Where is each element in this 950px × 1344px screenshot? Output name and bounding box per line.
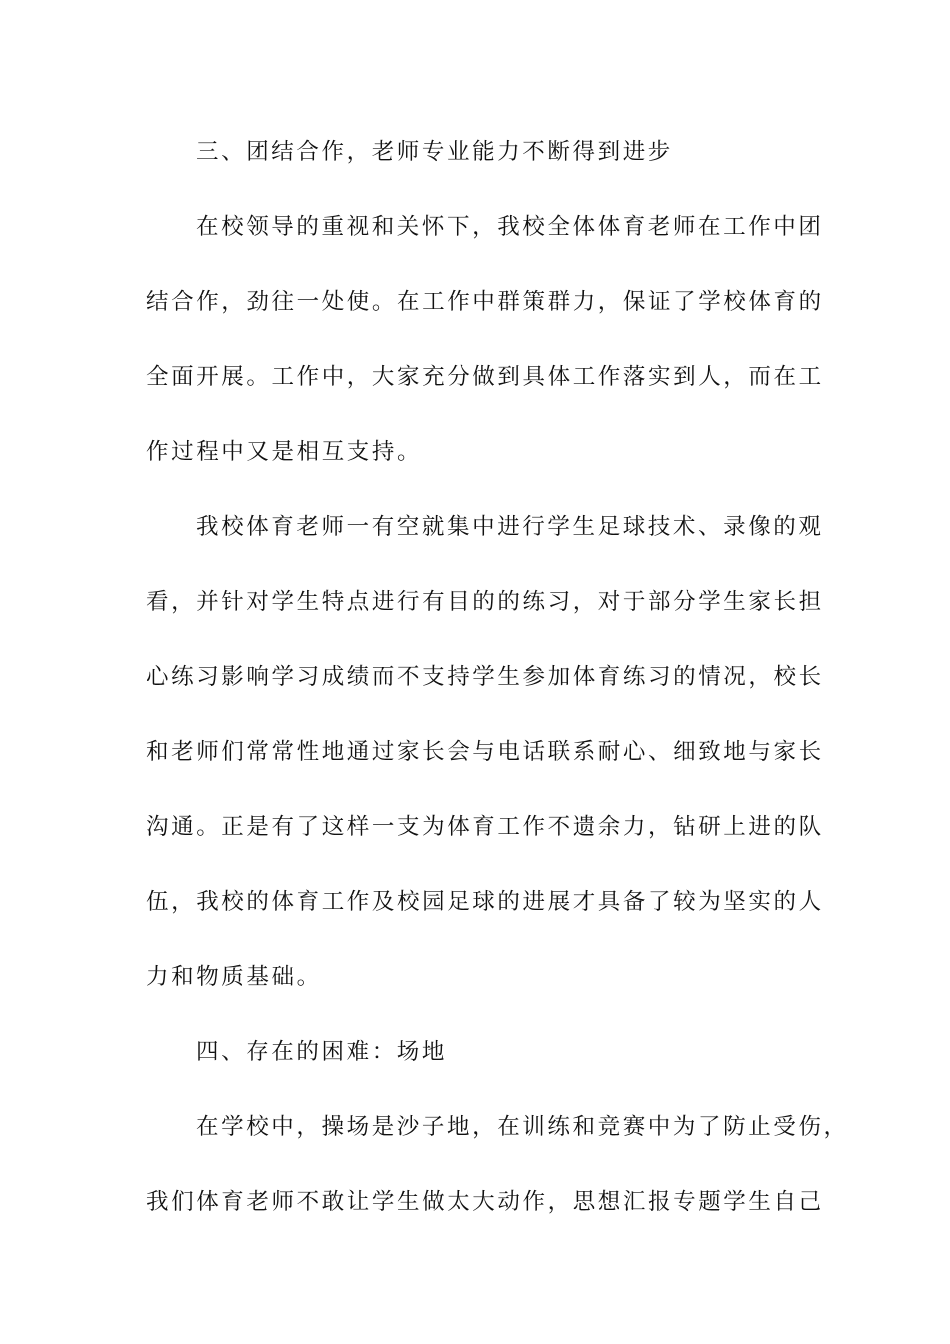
paragraph-line: 沟通。正是有了这样一支为体育工作不遗余力，钻研上进的队 [146,814,824,840]
section-heading-4: 四、存在的困难：场地 [196,1039,448,1065]
paragraph-line: 心练习影响学习成绩而不支持学生参加体育练习的情况，校长 [146,664,824,690]
paragraph-line: 力和物质基础。 [146,964,322,990]
paragraph-line: 全面开展。工作中，大家充分做到具体工作落实到人，而在工 [146,364,824,390]
paragraph-line: 伍，我校的体育工作及校园足球的进展才具备了较为坚实的人 [146,889,824,915]
paragraph-line: 在学校中，操场是沙子地，在训练和竞赛中为了防止受伤， [196,1114,849,1140]
paragraph-line: 在校领导的重视和关怀下，我校全体体育老师在工作中团 [196,214,824,240]
section-heading-3: 三、团结合作，老师专业能力不断得到进步 [196,139,673,165]
paragraph-line: 作过程中又是相互支持。 [146,439,423,465]
paragraph-line: 我校体育老师一有空就集中进行学生足球技术、录像的观 [196,514,824,540]
paragraph-line: 我们体育老师不敢让学生做太大动作，思想汇报专题学生自己 [146,1189,824,1215]
paragraph-line: 和老师们常常性地通过家长会与电话联系耐心、细致地与家长 [146,739,824,765]
paragraph-line: 看，并针对学生特点进行有目的的练习，对于部分学生家长担 [146,589,824,615]
paragraph-line: 结合作，劲往一处使。在工作中群策群力，保证了学校体育的 [146,289,824,315]
